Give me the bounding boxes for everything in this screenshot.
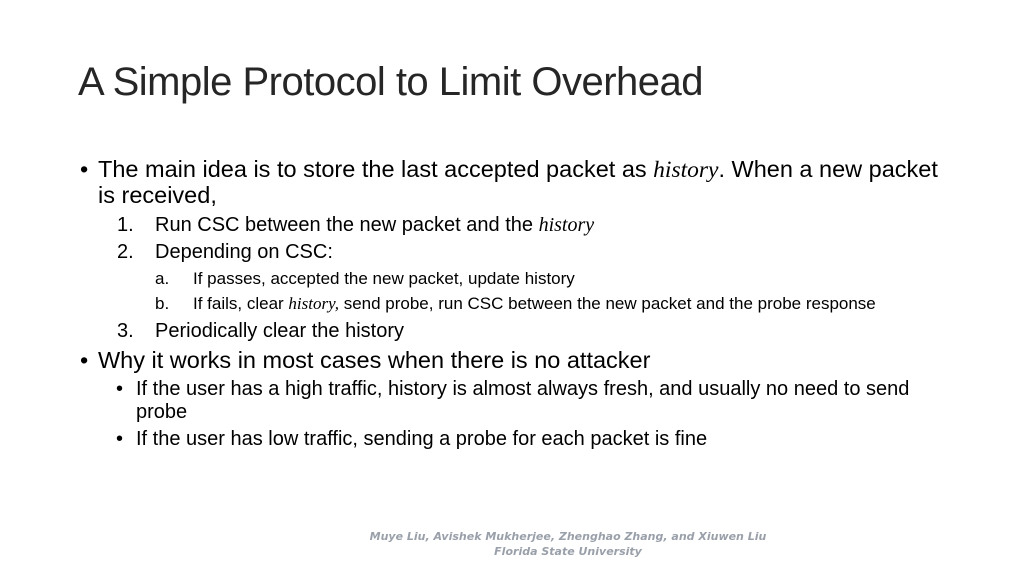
bullet-marker: •: [80, 347, 89, 374]
substep-text: If passes, accepted the new packet, update history: [193, 268, 575, 288]
step-1: [80, 215, 960, 237]
substep-text-italic: history,: [288, 294, 339, 314]
bullet-text: Why it works in most cases when there is no attacker: [98, 347, 651, 374]
sub-bullet-text: If the user has low traffic, sending a probe for each packet is fine: [136, 428, 708, 451]
substep-a: [80, 269, 960, 289]
step-number: 1.: [117, 213, 134, 236]
substep-b: [80, 294, 960, 314]
bullet-text-italic: history: [653, 157, 719, 183]
slide-footer: [330, 530, 806, 560]
sub-bullet-marker: •: [116, 377, 124, 400]
step-number: 2.: [117, 241, 134, 264]
sub-bullet-text: If the user has a high traffic, history is almost always fresh, and usually no need to send probe: [136, 377, 910, 424]
substep-letter: a.: [155, 268, 170, 288]
step-3: [80, 321, 960, 343]
bullet-marker: •: [80, 156, 89, 182]
bullet-why-it-works: [80, 348, 960, 373]
bullet-main-idea: [80, 157, 960, 209]
step-text: Periodically clear the history: [155, 319, 404, 342]
step-text-italic: history: [538, 213, 595, 236]
step-text: Run CSC between the new packet and the: [155, 213, 539, 236]
bullet-text: . When a new packet is received,: [98, 156, 938, 209]
substep-text: If fails, clear: [193, 294, 289, 314]
substep-letter: b.: [155, 294, 170, 314]
sub-bullet-low-traffic: [80, 428, 960, 451]
substep-text: send probe, run CSC between the new packet and the probe response: [338, 294, 876, 314]
footer-authors: Muye Liu, Avishek Mukherjee, Zhenghao Zhang, and Xiuwen Liu: [369, 530, 767, 543]
footer-affiliation: Florida State University: [494, 544, 642, 558]
substep-text-wrap: [193, 294, 893, 314]
slide-title: A Simple Protocol to Limit Overhead: [78, 60, 704, 104]
slide-content: [80, 154, 960, 452]
step-2: [80, 242, 960, 264]
sub-bullet-marker: •: [116, 428, 124, 451]
step-text: Depending on CSC:: [155, 241, 333, 264]
step-number: 3.: [117, 319, 134, 342]
sub-bullet-high-traffic: [80, 378, 960, 425]
bullet-text: The main idea is to store the last accepted packet as: [98, 156, 654, 182]
